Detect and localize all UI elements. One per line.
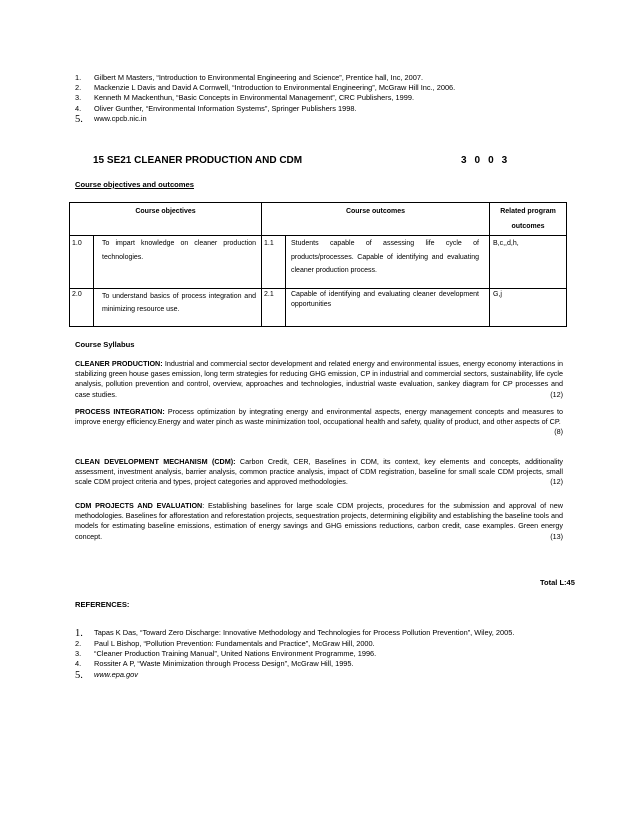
outcome-number: 1.1 [262, 236, 286, 289]
column-header: Course objectives [70, 203, 262, 236]
reference-text: Mackenzie L Davis and David A Cornwell, “Introduction to Environmental Engineering”, McGraw Hill Inc., 2006. [94, 83, 456, 93]
unit-title: CLEAN DEVELOPMENT MECHANISM (CDM): [75, 457, 236, 466]
table-row [70, 289, 567, 327]
list-item [75, 670, 565, 681]
table-header-row [70, 203, 567, 236]
objective-cell: To impart knowledge on cleaner production technologies. [94, 236, 262, 289]
objective-number: 1.0 [70, 236, 94, 289]
list-number: 4. [75, 659, 82, 669]
table-row [70, 236, 567, 289]
reference-text: Gilbert M Masters, “Introduction to Environmental Engineering and Science”, Prentice hall, Inc, 2007. [94, 73, 424, 82]
objectives-heading: Course objectives and outcomes [75, 180, 195, 189]
list-number: 4. [75, 103, 82, 113]
outcome-cell: Students capable of assessing life cycle of products/processes. Capable of identifying and evaluating cleaner production process. [286, 236, 490, 289]
unit-body: : Establishing baselines for large scale CDM projects, procedures for the submission and approval of new methodologies. Baselines for afforestation and reforestation projects, sequestration projects, determining eligibility and establishing the baseline tools and models for estimating baseline emissions, estimation of energy savings and GHG emissions reductions, carbon credit, case examples. Green energy concept. [75, 501, 563, 541]
unit-title: CDM PROJECTS AND EVALUATION [75, 501, 203, 510]
reference-text: “Cleaner Production Training Manual”, United Nations Environment Programme, 1996. [94, 649, 377, 659]
list-number: 5. [75, 113, 83, 125]
list-number: 5. [75, 669, 83, 681]
related-outcomes-cell: B,c,,d,h, [490, 236, 567, 289]
list-item [75, 104, 565, 114]
list-number: 2. [75, 83, 82, 93]
related-outcomes-cell: G,j [490, 289, 567, 327]
list-number: 1. [75, 73, 82, 82]
reference-text: Kenneth M Mackenthun, “Basic Concepts in Environmental Management”, CRC Publishers, 1999. [94, 93, 415, 103]
unit-body: Process optimization by integrating energy and environmental aspects, energy management concepts and measures to improve energy efficiency.Energy and water pinch as waste minimization tool, occupational health and safety, quality of product, and other aspects of CP. [75, 407, 563, 427]
syllabus-unit [75, 501, 563, 542]
column-header: Related program outcomes [490, 203, 567, 236]
syllabus-unit [75, 457, 563, 488]
list-item [75, 628, 565, 639]
references-list [75, 628, 565, 681]
unit-hours: (8) [554, 427, 563, 437]
objective-cell: To understand basics of process integration and minimizing resource use. [94, 289, 262, 327]
objectives-table [69, 202, 567, 327]
reference-text: Oliver Gunther, “Environmental Information Systems”, Springer Publishers 1998. [94, 103, 357, 113]
list-item [75, 93, 565, 103]
list-item [75, 83, 565, 93]
unit-body: Carbon Credit, CER, Baselines in CDM, its context, key elements and concepts, additionality assessment, investment analysis, barrier analysis, common practice analysis, impact of CDM registration, baseline for small scale CDM projects, small scale CDM project criteria and types, project categories and approved methodologies. [75, 457, 563, 487]
objective-number: 2.0 [70, 289, 94, 327]
list-item [75, 639, 565, 649]
list-number: 3. [75, 93, 82, 103]
unit-title: PROCESS INTEGRATION: [75, 407, 165, 416]
previous-references-list [75, 73, 565, 125]
column-header: Course outcomes [262, 203, 490, 236]
outcome-number: 2.1 [262, 289, 286, 327]
unit-hours: (13) [550, 531, 563, 541]
reference-link[interactable]: www.epa.gov [94, 669, 138, 679]
list-item [75, 73, 565, 83]
course-title: 15 SE21 CLEANER PRODUCTION AND CDM [93, 155, 303, 166]
list-number: 2. [75, 639, 82, 648]
list-item [75, 659, 565, 669]
unit-body: Industrial and commercial sector development and related energy and environmental issues, energy economy interactions in stabilizing green house gases emission, long term strategies for reducing GHG emission, CP in industrial and commercial sectors, sustainability, life cycle analysis, pollution prevention and control, overview, approaches and technologies, industrial waste evaluation, sankey diagram for CP processes and case studies. [75, 359, 563, 399]
list-item [75, 114, 565, 125]
unit-title: CLEANER PRODUCTION: [75, 359, 163, 368]
course-credits: 3 0 0 3 [461, 155, 510, 166]
syllabus-unit [75, 359, 563, 400]
list-item [75, 649, 565, 659]
references-heading: REFERENCES: [75, 600, 130, 609]
reference-text: Tapas K Das, “Toward Zero Discharge: Innovative Methodology and Technologies for Process Pollution Prevention”, Wiley, 2005. [94, 628, 515, 637]
list-number: 1. [75, 628, 83, 639]
syllabus-unit [75, 407, 563, 438]
outcome-cell: Capable of identifying and evaluating cleaner development opportunities [286, 289, 490, 327]
reference-text: Paul L Bishop, “Pollution Prevention: Fundamentals and Practice”, McGraw Hill, 2000. [94, 639, 375, 648]
unit-hours: (12) [550, 477, 563, 487]
list-number: 3. [75, 649, 82, 659]
syllabus-heading: Course Syllabus [75, 340, 135, 349]
total-hours: Total L:45 [540, 578, 575, 587]
unit-hours: (12) [550, 389, 563, 399]
reference-link[interactable]: www.cpcb.nic.in [94, 113, 147, 123]
reference-text: Rossiter A P, “Waste Minimization through Process Design”, McGraw Hill, 1995. [94, 659, 354, 669]
